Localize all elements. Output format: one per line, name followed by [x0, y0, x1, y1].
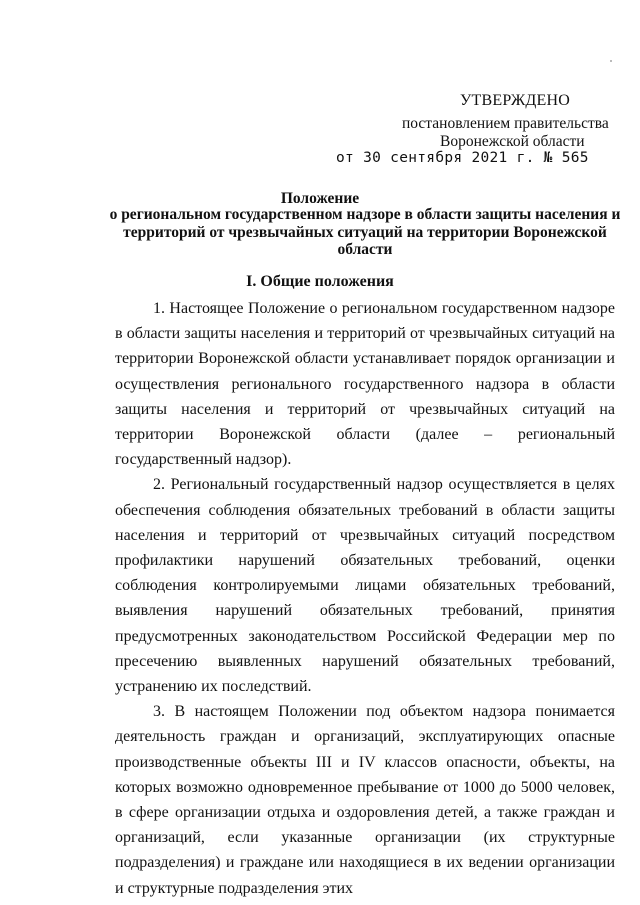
scan-speck	[610, 60, 612, 62]
document-subtitle: о региональном государственном надзоре в области защиты населения и территорий от чрезвычайных ситуаций на территории Воронежской области	[109, 206, 621, 258]
approval-line-1: постановлением правительства	[402, 115, 609, 132]
document-title: Положение	[280, 190, 360, 207]
approval-date-line: от 30 сентября 2021 г. № 565	[336, 150, 589, 166]
paragraph-2: 2. Региональный государственный надзор осуществляется в целях обеспечения соблюдения обязательных требований в области защиты населения и территорий от чрезвычайных ситуаций посредством профилактики нарушений обязательных требований, оценки соблюдения контролируемыми лицами обязательных требований, выявления нарушений обязательных требований, принятия предусмотренных законодательством Российской Федерации мер по пресечению выявленных нарушений обязательных требований, устранению их последствий.	[115, 476, 615, 696]
body-text	[115, 296, 615, 901]
approval-title: УТВЕРЖДЕНО	[460, 92, 571, 109]
paragraph-3: 3. В настоящем Положении под объектом надзора понимается деятельность граждан и организаций, эксплуатирующих опасные производственные объекты III и IV классов опасности, объекты, на которых возможно одновременное пребывание от 1000 до 5000 человек, в сфере организации отдыха и оздоровления детей, а также граждан и организаций, если указанные организации (их структурные подразделения) и граждане или находящиеся в их ведении организации и структурные подразделения этих	[115, 703, 615, 897]
section-heading: I. Общие положения	[246, 273, 394, 290]
approval-line-2: Воронежской области	[440, 133, 585, 150]
paragraph-1: 1. Настоящее Положение о региональном государственном надзоре в области защиты населения и территорий от чрезвычайных ситуаций на территории Воронежской области устанавливает порядок организации и осуществления регионального государственного надзора в области защиты населения и территорий от чрезвычайных ситуаций на территории Воронежской области (далее – региональный государственный надзор).	[115, 300, 615, 469]
